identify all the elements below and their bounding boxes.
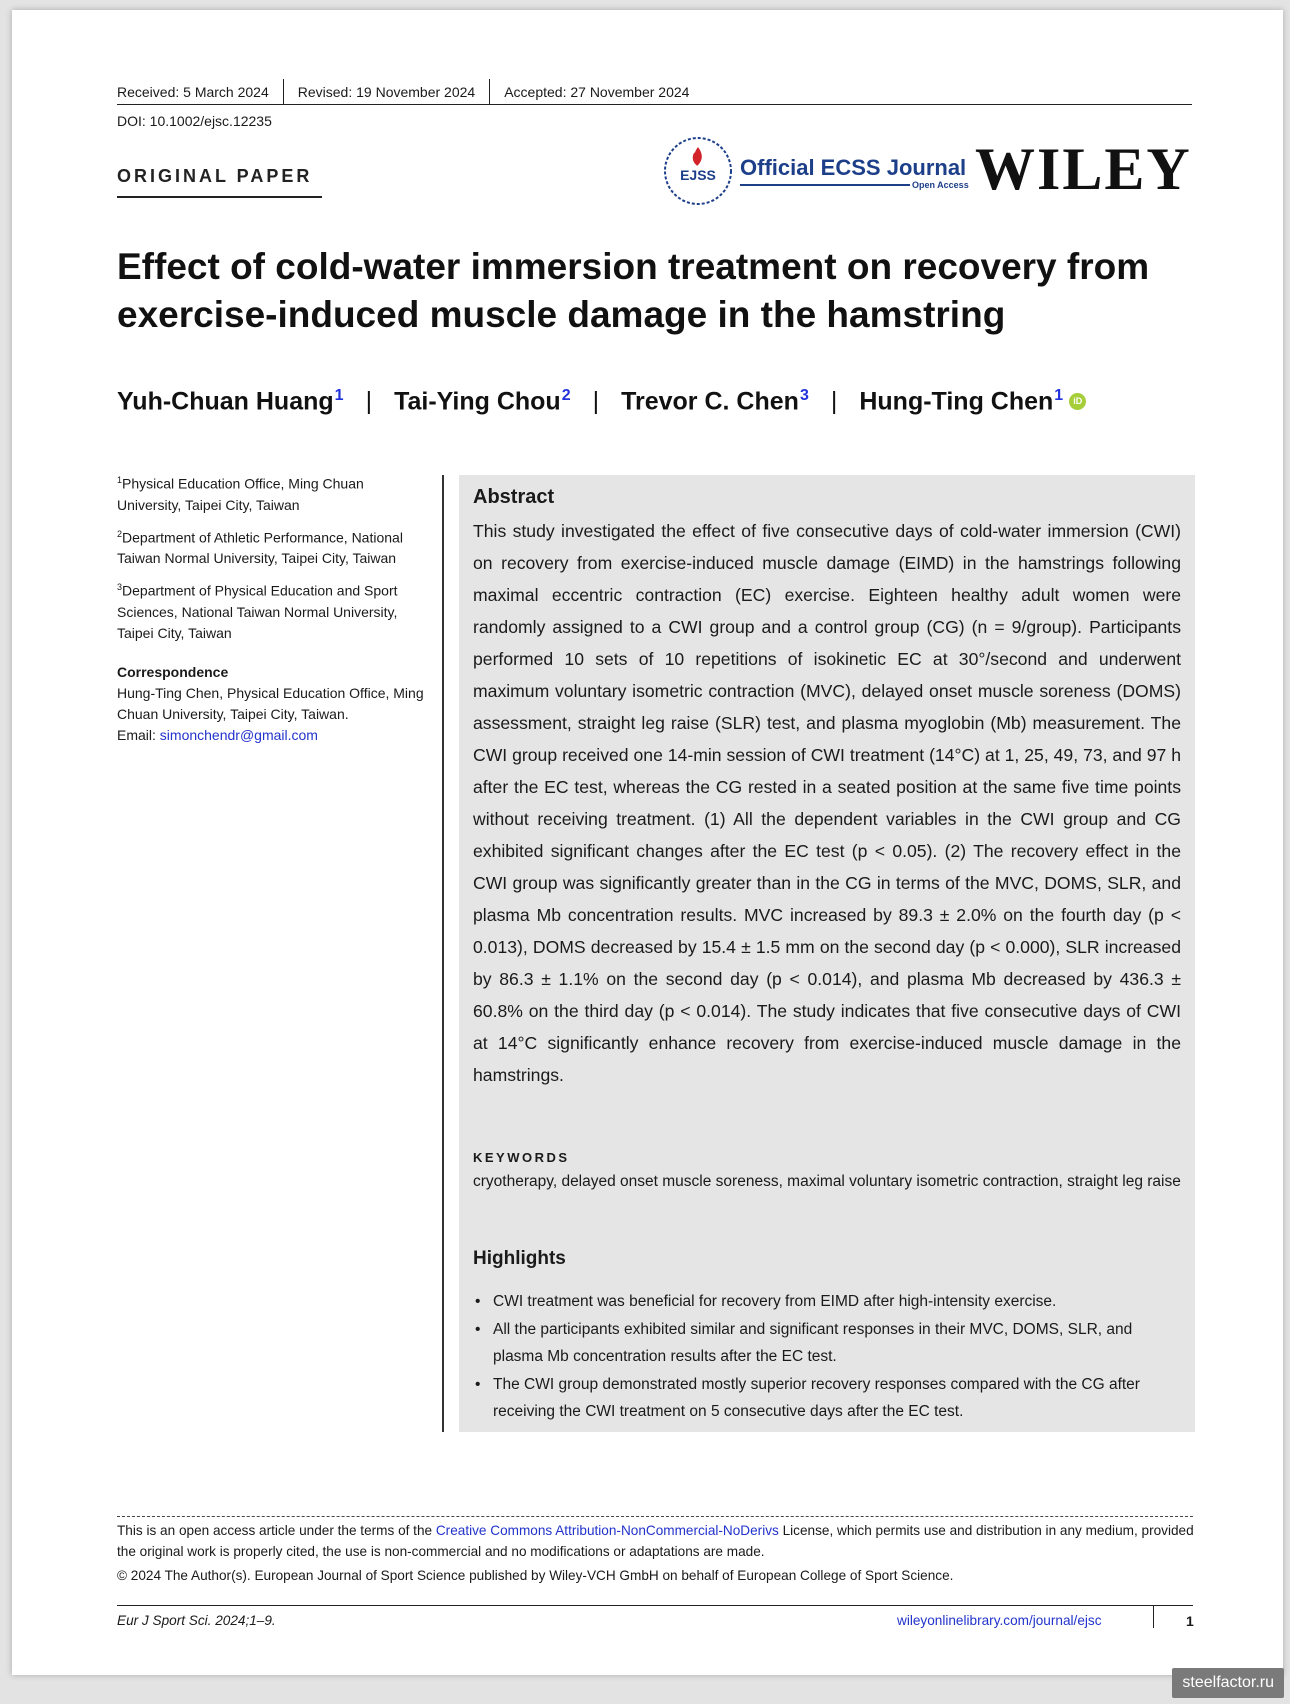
article-type: ORIGINAL PAPER bbox=[117, 166, 313, 186]
header-rule bbox=[117, 104, 1192, 105]
open-access-label: Open Access bbox=[912, 180, 969, 190]
correspondence-email: Email: simonchendr@gmail.com bbox=[117, 726, 318, 743]
highlight-item: • All the participants exhibited similar and significant responses in their MVC, DOMS, SLR, and plasma Mb concentration results after the EC test. bbox=[473, 1316, 1183, 1370]
footer-dashed-rule bbox=[117, 1516, 1193, 1517]
received-date: Received: 5 March 2024 bbox=[117, 84, 269, 100]
author-separator: | bbox=[365, 387, 373, 416]
keywords-text: cryotherapy, delayed onset muscle soreness, maximal voluntary isometric contraction, straight leg raise bbox=[473, 1173, 1181, 1190]
author[interactable]: Hung-Ting Chen$^1$ bbox=[859, 387, 1064, 416]
affiliation: $^2$Department of Athletic Performance, National Taiwan Normal University, Taipei City, Taiwan bbox=[117, 528, 403, 567]
correspondence-heading: Correspondence bbox=[117, 663, 229, 680]
paper-page bbox=[12, 10, 1283, 1675]
article-title: Effect of cold-water immersion treatment on recovery from exercise-induced muscle damage in the hamstring bbox=[117, 246, 1150, 335]
abstract-heading: Abstract bbox=[473, 486, 555, 508]
accepted-date: Accepted: 27 November 2024 bbox=[504, 84, 690, 100]
correspondence-text: Hung-Ting Chen, Physical Education Office, Ming Chuan University, Taipei City, Taiwan. bbox=[117, 684, 424, 722]
license-link[interactable]: Creative Commons Attribution-NonCommercial-NoDerivs bbox=[435, 1523, 779, 1538]
author-separator: | bbox=[592, 387, 600, 416]
doi: DOI: 10.1002/ejsc.12235 bbox=[117, 113, 272, 129]
revised-date: Revised: 19 November 2024 bbox=[297, 84, 476, 100]
email-link[interactable]: simonchendr@gmail.com bbox=[159, 726, 318, 743]
publisher-logo: WILEY bbox=[975, 136, 1192, 202]
footer-rule bbox=[117, 1605, 1193, 1606]
author-list bbox=[117, 387, 1217, 416]
license-text: This is an open access article under the terms of the Creative Commons Attribution-NonCommercial-NoDerivs License, which permits use and distribution in any medium, provided the original work is properly cited, the use is non-commercial and no modifications or adaptations are made. bbox=[117, 1523, 1194, 1559]
affiliation-link[interactable]: 1 bbox=[1054, 387, 1064, 404]
affiliation-link[interactable]: 3 bbox=[799, 387, 809, 404]
affiliation-link[interactable]: 1 bbox=[334, 387, 344, 404]
affiliations bbox=[117, 470, 427, 746]
highlights-list bbox=[473, 1288, 1183, 1426]
footer-separator bbox=[1153, 1606, 1154, 1628]
ecss-journal-badge: Official ECSS Journal bbox=[740, 155, 967, 180]
copyright: © 2024 The Author(s). European Journal of Sport Science published by Wiley-VCH GmbH on behalf of European College of Sport Science. bbox=[117, 1568, 954, 1583]
column-divider bbox=[442, 475, 444, 1432]
keywords-heading: KEYWORDS bbox=[473, 1150, 570, 1165]
journal-citation: Eur J Sport Sci. 2024;1–9. bbox=[117, 1613, 276, 1628]
ejss-logo bbox=[662, 135, 734, 207]
author-separator: | bbox=[830, 387, 838, 416]
affiliation: $^1$Physical Education Office, Ming Chuan University, Taipei City, Taiwan bbox=[117, 475, 364, 513]
author[interactable]: Trevor C. Chen$^3$ bbox=[621, 387, 809, 416]
journal-website-link[interactable]: wileyonlinelibrary.com/journal/ejsc bbox=[897, 1613, 1102, 1628]
highlights-heading: Highlights bbox=[473, 1248, 566, 1269]
watermark: steelfactor.ru bbox=[1172, 1668, 1284, 1698]
highlight-item: • The CWI group demonstrated mostly superior recovery responses compared with the CG after receiving the CWI treatment on 5 consecutive days after the EC test. bbox=[473, 1371, 1183, 1425]
abstract-text: This study investigated the effect of five consecutive days of cold-water immersion (CWI) on recovery from exercise-induced muscle damage (EIMD) in the hamstrings following maximal eccentric contraction (EC) exercise. Eighteen healthy adult women were randomly assigned to a CWI group and a control group (CG) (n = 9/group). Participants performed 10 sets of 10 repetitions of isokinetic EC at 30°/second and underwent maximum voluntary isometric contraction (MVC), delayed onset muscle soreness (DOMS) assessment, straight leg raise (SLR) test, and plasma myoglobin (Mb) measurement. The CWI group received one 14-min session of CWI treatment (14°C) at 1, 25, 49, 73, and 97 h after the EC test, whereas the CG rested in a seated position at the same five time points without receiving treatment. (1) All the dependent variables in the CWI group and CG exhibited significant changes after the EC test (p < 0.05). (2) The recovery effect in the CWI group was significantly greater than in the CG in terms of the MVC, DOMS, SLR, and plasma Mb concentration results. MVC increased by 89.3 ± 2.0% on the fourth day (p < 0.013), DOMS decreased by 15.4 ± 1.5 mm on the second day (p < 0.000), SLR increased by 86.3 ± 1.1% on the second day (p < 0.014), and plasma Mb decreased by 436.3 ± 60.8% on the third day (p < 0.014). The study indicates that five consecutive days of CWI at 14°C significantly enhance recovery from exercise-induced muscle damage in the hamstrings. bbox=[473, 521, 1181, 1085]
author[interactable]: Yuh-Chuan Huang$^1$ bbox=[117, 387, 344, 416]
orcid-icon[interactable]: iD bbox=[1069, 393, 1086, 410]
article-dates bbox=[117, 80, 1192, 104]
ejss-logo-text: EJSS bbox=[680, 167, 716, 183]
article-type-underline bbox=[117, 196, 322, 198]
page-number: 1 bbox=[1186, 1613, 1194, 1629]
author[interactable]: Tai-Ying Chou$^2$ bbox=[394, 387, 571, 416]
affiliation-link[interactable]: 2 bbox=[561, 387, 571, 404]
affiliation: $^3$Department of Physical Education and Sport Sciences, National Taiwan Normal University, Taipei City, Taiwan bbox=[117, 582, 398, 641]
highlight-item: • CWI treatment was beneficial for recovery from EIMD after high-intensity exercise. bbox=[473, 1288, 1183, 1315]
